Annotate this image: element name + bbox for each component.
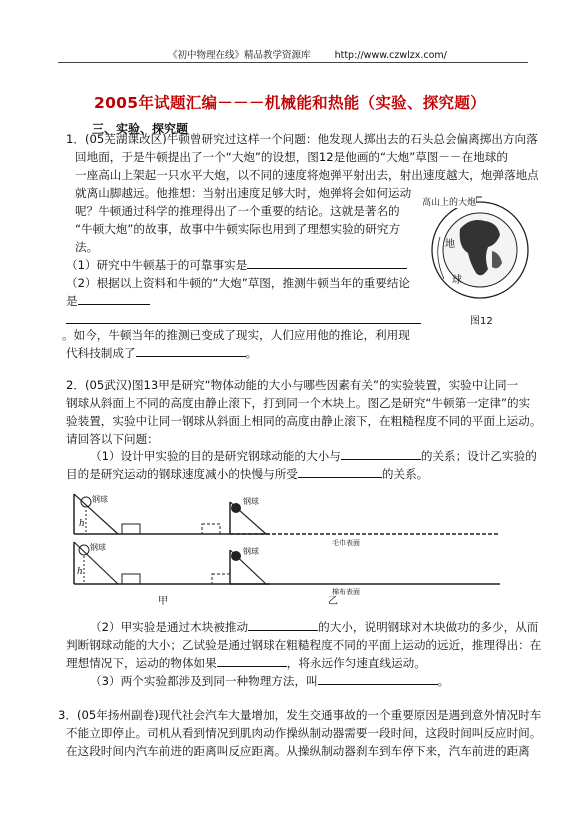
jia-h-label-top: h — [79, 519, 85, 529]
jia-label: 甲 — [158, 596, 168, 607]
q1-line-5: 呢？牛顿通过科学的推理得出了一个重要的结论。这就是著名的 — [75, 204, 400, 218]
figure-12-caption: 图12 — [470, 316, 493, 327]
yi-ball-label-bottom: 钢球 — [243, 547, 259, 556]
q1-tail-1: 。如今，牛顿当年的推测已变成了现实，人们应用他的推论，利用现 — [62, 328, 410, 342]
section-heading: 三、实验、探究题 — [92, 122, 189, 136]
q2-line-4: 请回答以下问题： — [66, 432, 159, 446]
q2-sub2-blank-2[interactable] — [217, 654, 287, 667]
q1-line-2: 回地面，于是牛顿提出了一个“大炮”的设想，图12是他画的“大炮”草图－－在地球的 — [75, 150, 508, 164]
yi-surface-label-bottom: 棉布表面 — [332, 588, 360, 596]
q1-sub1-blank[interactable] — [247, 256, 407, 269]
q1-sub2b-text: 是 — [66, 294, 78, 308]
figure-13 — [70, 488, 500, 608]
header-url[interactable]: http://www.czwlzx.com/ — [334, 50, 447, 61]
q2-sub1-b: 的关系；设计乙实验的 — [420, 449, 537, 463]
mountain-cannon-label: 高山上的大炮 — [422, 195, 476, 208]
yi-setup-top — [230, 502, 500, 534]
yi-setup-bottom — [230, 550, 500, 584]
figure-12 — [430, 187, 530, 332]
q1-sub2b — [66, 292, 150, 310]
jia-h-label-bottom: h — [77, 567, 83, 577]
q1-tail-blank[interactable] — [136, 344, 246, 357]
q1-line-4: 就离山脚越远。他推想：当射出速度足够大时，炮弹将会如何运动 — [75, 186, 412, 200]
q1-sub1 — [66, 256, 407, 274]
jia-ball-label-top: 钢球 — [92, 495, 108, 504]
q2-sub2-d: 理想情况下，运动的物体如果 — [66, 656, 217, 670]
yi-label: 乙 — [328, 596, 338, 607]
q2-sub1-blank-1[interactable] — [341, 447, 421, 460]
q2-sub1-line2 — [66, 465, 428, 483]
header-divider — [58, 62, 528, 63]
q1-sub2-blank[interactable] — [78, 292, 150, 305]
q1-tail-2 — [66, 344, 257, 362]
q2-sub1-d: 的关系。 — [381, 467, 429, 481]
q2-line-2: 钢球从斜面上不同的高度由静止滚下，打到同一个木块上。图乙是研究“牛顿第一定律”的实 — [66, 396, 531, 410]
q1-line-7: 法。 — [75, 240, 99, 254]
yi-surface-label-top: 毛巾表面 — [332, 539, 360, 547]
q1-line-6: “牛顿大炮”的故事，故事中牛顿实际也用到了理想实验的研究方 — [75, 222, 401, 236]
q1-sub2: （2）根据以上资料和牛顿的“大炮”草图，推测牛顿当年的重要结论 — [66, 276, 411, 290]
ramp-experiments-diagram — [70, 488, 500, 608]
q1-tail2-text: 代科技制成了 — [66, 346, 136, 360]
q1-tail2-end: 。 — [245, 346, 258, 360]
q2-sub2-line2: 判断钢球动能的大小；乙试验是通过钢球在粗糙程度不同的平面上运动的远近，推理得出：在 — [66, 638, 542, 652]
yi-ball-label-top: 钢球 — [243, 497, 259, 506]
globe-diagram — [430, 187, 530, 332]
earth-char-1: 地 — [445, 239, 455, 250]
q2-sub2-line3 — [66, 654, 426, 672]
q3-line-1: 3．(05年扬州副卷)现代社会汽车大量增加，发生交通事故的一个重要原因是遇到意外情况时车 — [58, 708, 542, 722]
q2-sub2-line1 — [90, 618, 538, 636]
q2-sub2-a: （2）甲实验是通过木块被推动 — [90, 620, 249, 634]
q2-sub1-blank-2[interactable] — [298, 465, 382, 478]
page-header — [168, 47, 447, 61]
q1-line-3: 一座高山上架起一只水平大炮，以不同的速度将炮弹平射出去，射出速度越大，炮弹落地点 — [75, 168, 539, 182]
q2-line-3: 验装置，实验中让同一钢球从斜面上相同的高度由静止滚下，在粗糙程度不同的平面上运动。 — [66, 414, 542, 428]
q2-sub1-c: 目的是研究运动的钢球速度减小的快慢与所受 — [66, 467, 298, 481]
q2-sub3-line — [90, 672, 449, 690]
q2-line-1: 2．(05武汉)图13甲是研究“物体动能的大小与哪些因素有关”的实验装置，实验中让同一 — [66, 378, 519, 392]
q1-line-1: 1．(05芜湖课改区)牛顿曾研究过这样一个问题：他发现人掷出去的石头总会偏离掷出方向落 — [66, 132, 538, 146]
q2-sub2-b: 的大小，说明钢球对木块做功的多少，从而 — [318, 620, 539, 634]
q2-sub1-line1 — [90, 447, 537, 465]
q1-sub1-text: （1）研究中牛顿基于的可靠事实是 — [66, 258, 248, 272]
q3-line-3: 在这段时间内汽车前进的距离叫反应距离。从操纵制动器刹车到车停下来，汽车前进的距离 — [66, 744, 530, 758]
q2-sub2-blank-1[interactable] — [248, 618, 318, 631]
q2-sub3-a: （3）两个实验都涉及到同一种物理方法，叫 — [90, 674, 318, 688]
q2-sub1-a: （1）设计甲实验的目的是研究钢球动能的大小与 — [90, 449, 341, 463]
q2-sub3-b: 。 — [437, 674, 450, 688]
q2-sub2-e: ，将永远作匀速直线运动。 — [286, 656, 426, 670]
earth-char-2: 球 — [452, 275, 462, 286]
q1-sub2-blank-line[interactable] — [66, 323, 421, 324]
header-text: 《初中物理在线》精品教学资源库 — [168, 50, 311, 61]
q3-line-2: 不能立即停止。司机从看到情况到肌肉动作操纵制动器需要一段时间，这段时间叫反应时间。 — [66, 726, 542, 740]
document-title: 2005年试题汇编－－－机械能和热能（实验、探究题） — [94, 94, 486, 112]
q2-sub3-blank[interactable] — [318, 672, 438, 685]
jia-ball-label-bottom: 钢球 — [90, 543, 106, 552]
